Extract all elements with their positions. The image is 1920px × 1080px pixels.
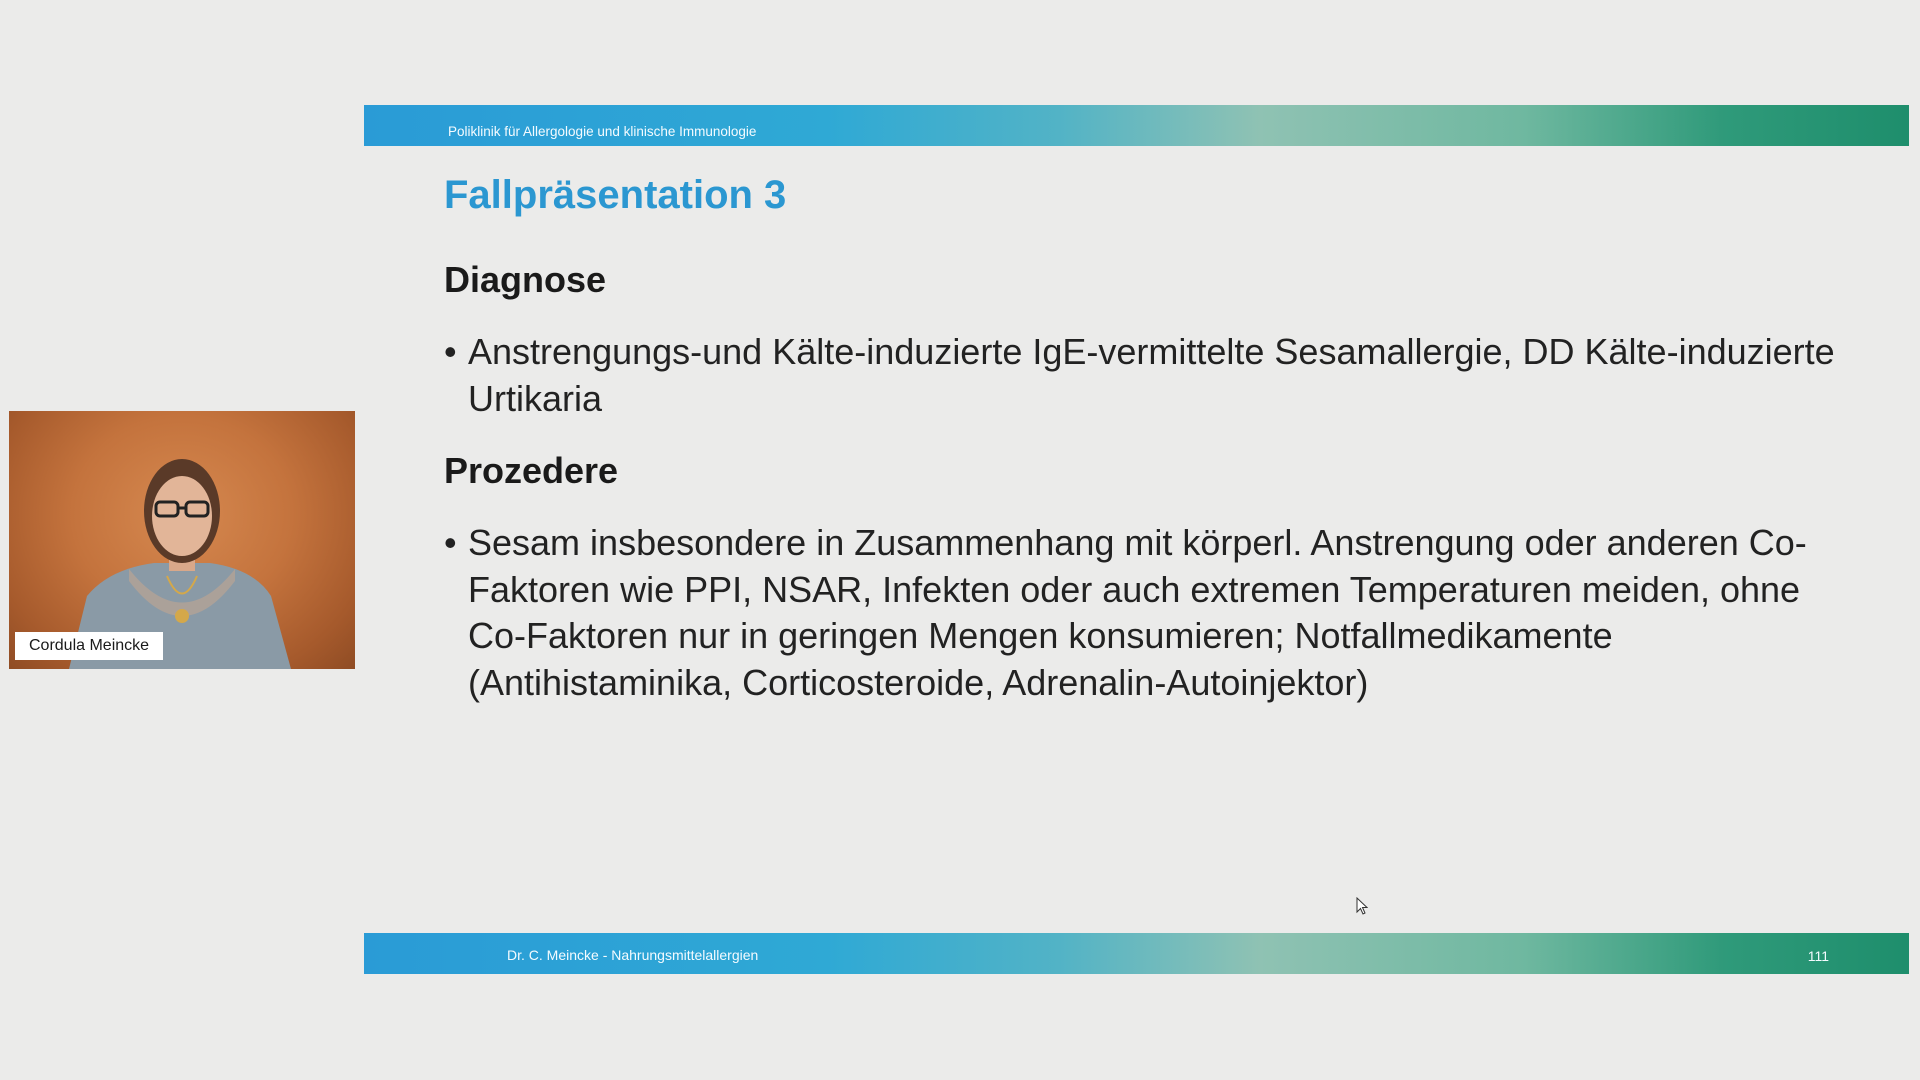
bullet-text-diagnose: Anstrengungs-und Kälte-induzierte IgE-vermittelte Sesamallergie, DD Kälte-induzierte Urtikaria (468, 331, 1835, 419)
mouse-pointer-icon (1356, 897, 1368, 915)
bullet-text-prozedere: Sesam insbesondere in Zusammenhang mit körperl. Anstrengung oder anderen Co-Faktoren wie PPI, NSAR, Infekten oder auch extremen Temperaturen meiden, ohne Co-Faktoren nur in geringen Mengen konsumieren; Notfallmedikamente (Antihistaminika, Corticosteroide, Adrenalin-Autoinjektor) (468, 522, 1807, 703)
participant-video (9, 411, 355, 669)
participant-name-label: Cordula Meincke (15, 632, 163, 660)
bullet-symbol: • (444, 522, 457, 563)
bullet-diagnose (444, 329, 1844, 422)
slide-footer-bar (364, 933, 1909, 974)
slide-header-bar (364, 105, 1909, 146)
slide-footer-text: Dr. C. Meincke - Nahrungsmittelallergien (507, 947, 759, 963)
slide-title: Fallpräsentation 3 (444, 173, 787, 217)
slide-header-text: Poliklinik für Allergologie und klinische Immunologie (448, 124, 757, 139)
slide (364, 105, 1909, 975)
slide-page-number: 111 (1807, 948, 1829, 964)
bullet-prozedere (444, 520, 1844, 706)
webcam-tile[interactable] (9, 411, 355, 669)
section-heading-prozedere: Prozedere (444, 450, 619, 491)
section-heading-diagnose: Diagnose (444, 259, 607, 300)
bullet-symbol: • (444, 331, 457, 372)
